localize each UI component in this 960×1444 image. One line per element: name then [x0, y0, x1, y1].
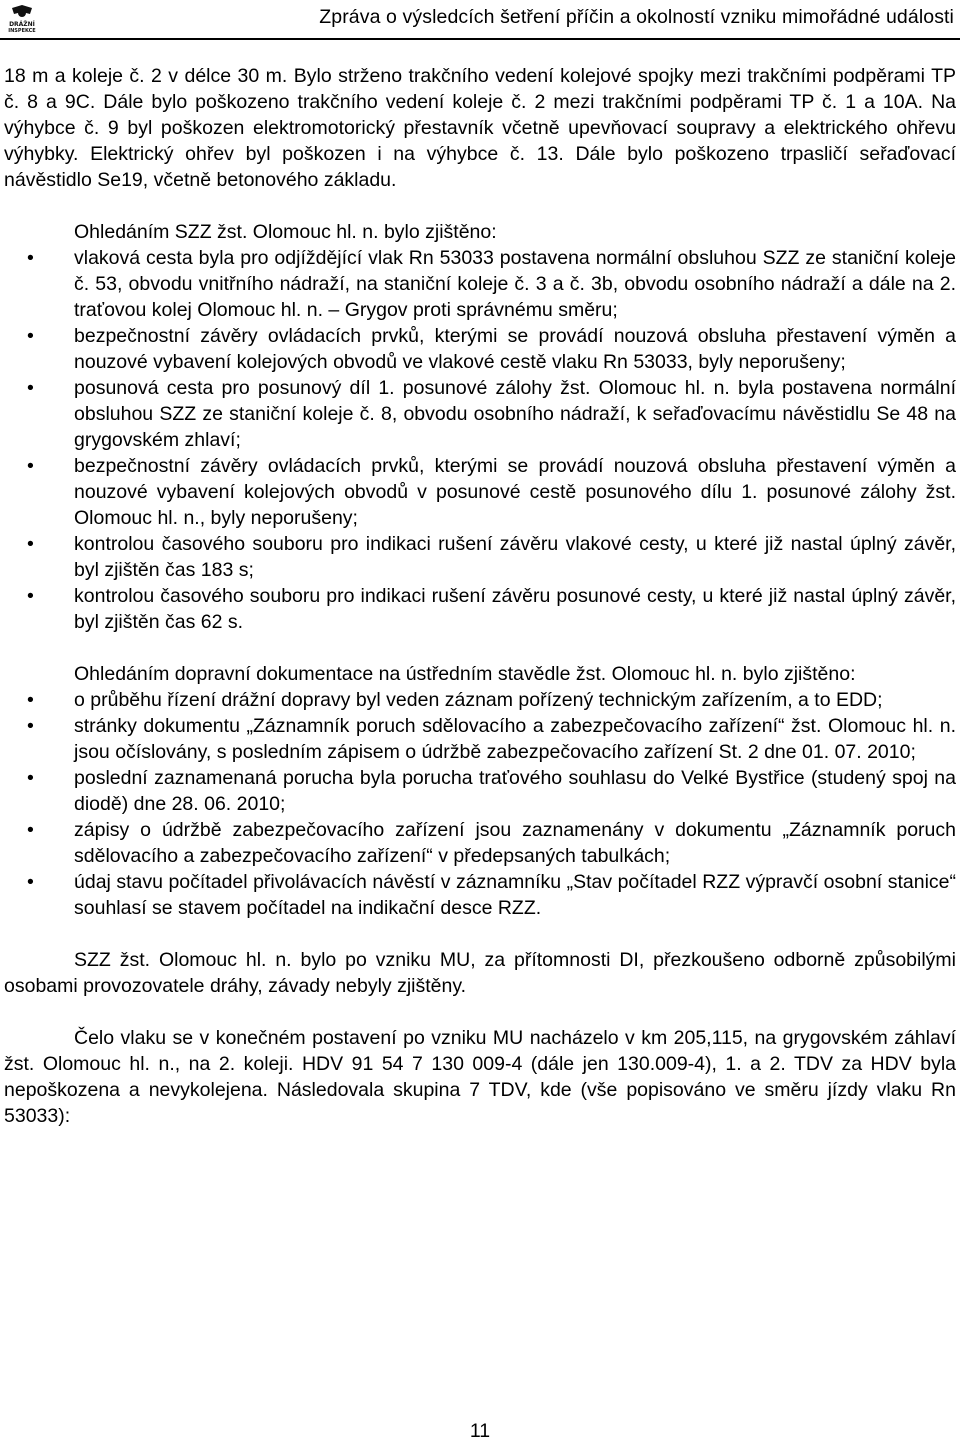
list-item: • údaj stavu počítadel přivolávacích návěstí v záznamníku „Stav počítadel RZZ výpravčí osobní stanice“ souhlasí se stavem počítadel na indikační desce RZZ. — [27, 871, 956, 919]
bullet-icon: • — [27, 377, 34, 399]
bullet-icon: • — [27, 689, 34, 711]
header-divider — [0, 38, 960, 40]
bullet-icon: • — [27, 533, 34, 555]
svg-text:INSPEKCE: INSPEKCE — [8, 28, 36, 34]
page-number: 11 — [469, 1420, 491, 1442]
paragraph-documentation-intro: Ohledáním dopravní dokumentace na ústředním stavědle žst. Olomouc hl. n. bylo zjištěno: — [74, 663, 856, 685]
page-header — [0, 0, 960, 42]
list-item: • kontrolou časového souboru pro indikaci rušení závěru vlakové cesty, u které již nastal úplný závěr, byl zjištěn čas 183 s; — [27, 533, 956, 581]
documentation-findings-list — [4, 687, 956, 921]
drazni-inspekce-logo-icon — [4, 4, 40, 34]
paragraph-train-position: Čelo vlaku se v konečném postavení po vzniku MU nacházelo v km 205,115, na grygovském záhlaví žst. Olomouc hl. n., na 2. koleji. HDV 91 54 7 130 009-4 (dále jen 130.009-4), 1. a 2. TDV za HDV byla nepoškozena a nevykolejena. Následovala skupina 7 TDV, kde (vše popisováno ve směru jízdy vlaku Rn 53033): — [4, 1027, 956, 1127]
bullet-icon: • — [27, 715, 34, 737]
bullet-icon: • — [27, 455, 34, 477]
report-title: Zpráva o výsledcích šetření příčin a okolností vzniku mimořádné události — [319, 6, 954, 28]
svg-text:DRÁŽNÍ: DRÁŽNÍ — [9, 21, 35, 28]
bullet-icon: • — [27, 767, 34, 789]
list-item: • zápisy o údržbě zabezpečovacího zařízení jsou zaznamenány v dokumentu „Záznamník poruch sdělovacího a zabezpečovacího zařízení“ v předepsaných tabulkách; — [27, 819, 956, 867]
paragraph-szz-test: SZZ žst. Olomouc hl. n. bylo po vzniku MU, za přítomnosti DI, přezkoušeno odborně způsobilými osobami provozovatele dráhy, závady nebyly zjištěny. — [4, 949, 956, 997]
list-item: • vlaková cesta byla pro odjíždějící vlak Rn 53033 postavena normální obsluhou SZZ ze staniční koleje č. 53, obvodu vnitřního nádraží, na staniční koleje č. 3 a č. 3b, obvodu osobního nádraží a dále na 2. traťovou kolej Olomouc hl. n. – Grygov proti správnému směru; — [27, 247, 956, 321]
paragraph-szz-intro: Ohledáním SZZ žst. Olomouc hl. n. bylo zjištěno: — [74, 221, 497, 243]
list-item: • posunová cesta pro posunový díl 1. posunové zálohy žst. Olomouc hl. n. byla postavena normální obsluhou SZZ ze staniční koleje č. 8, obvodu osobního nádraží, k seřaďovacímu návěstidlu Se 48 na grygovském zhlaví; — [27, 377, 956, 451]
list-item: • kontrolou časového souboru pro indikaci rušení závěru posunové cesty, u které již nastal úplný závěr, byl zjištěn čas 62 s. — [27, 585, 956, 633]
szz-findings-list — [4, 245, 956, 635]
list-item: • bezpečnostní závěry ovládacích prvků, kterými se provádí nouzová obsluha přestavení výměn a nouzové vybavení kolejových obvodů ve vlakové cestě vlaku Rn 53033, byly neporušeny; — [27, 325, 956, 373]
paragraph-damage: 18 m a koleje č. 2 v délce 30 m. Bylo strženo trakčního vedení kolejové spojky mezi trakčními podpěrami TP č. 8 a 9C. Dále bylo poškozeno trakčního vedení koleje č. 2 mezi trakčními podpěrami TP č. 1 a 10A. Na výhybce č. 9 byl poškozen elektromotorický přestavník včetně upevňovací soupravy a elektrického ohřevu výhybky. Elektrický ohřev byl poškozen i na výhybce č. 13. Dále bylo poškozeno trpasličí seřaďovací návěstidlo Se19, včetně betonového základu. — [4, 65, 956, 191]
bullet-icon: • — [27, 819, 34, 841]
list-item: • o průběhu řízení drážní dopravy byl veden záznam pořízený technickým zařízením, a to EDD; — [27, 689, 883, 711]
list-item: • bezpečnostní závěry ovládacích prvků, kterými se provádí nouzová obsluha přestavení výměn a nouzové vybavení kolejových obvodů v posunové cestě posunového dílu 1. posunové zálohy žst. Olomouc hl. n., byly neporušeny; — [27, 455, 956, 529]
bullet-icon: • — [27, 871, 34, 893]
document-body — [4, 63, 956, 1129]
bullet-icon: • — [27, 585, 34, 607]
list-item: • stránky dokumentu „Záznamník poruch sdělovacího a zabezpečovacího zařízení“ žst. Olomouc hl. n. jsou očíslovány, s posledním zápisem o údržbě zabezpečovacího zařízení St. 2 dne 01. 07. 2010; — [27, 715, 956, 763]
bullet-icon: • — [27, 325, 34, 347]
list-item: • poslední zaznamenaná porucha byla porucha traťového souhlasu do Velké Bystřice (studený spoj na diodě) dne 28. 06. 2010; — [27, 767, 956, 815]
bullet-icon: • — [27, 247, 34, 269]
